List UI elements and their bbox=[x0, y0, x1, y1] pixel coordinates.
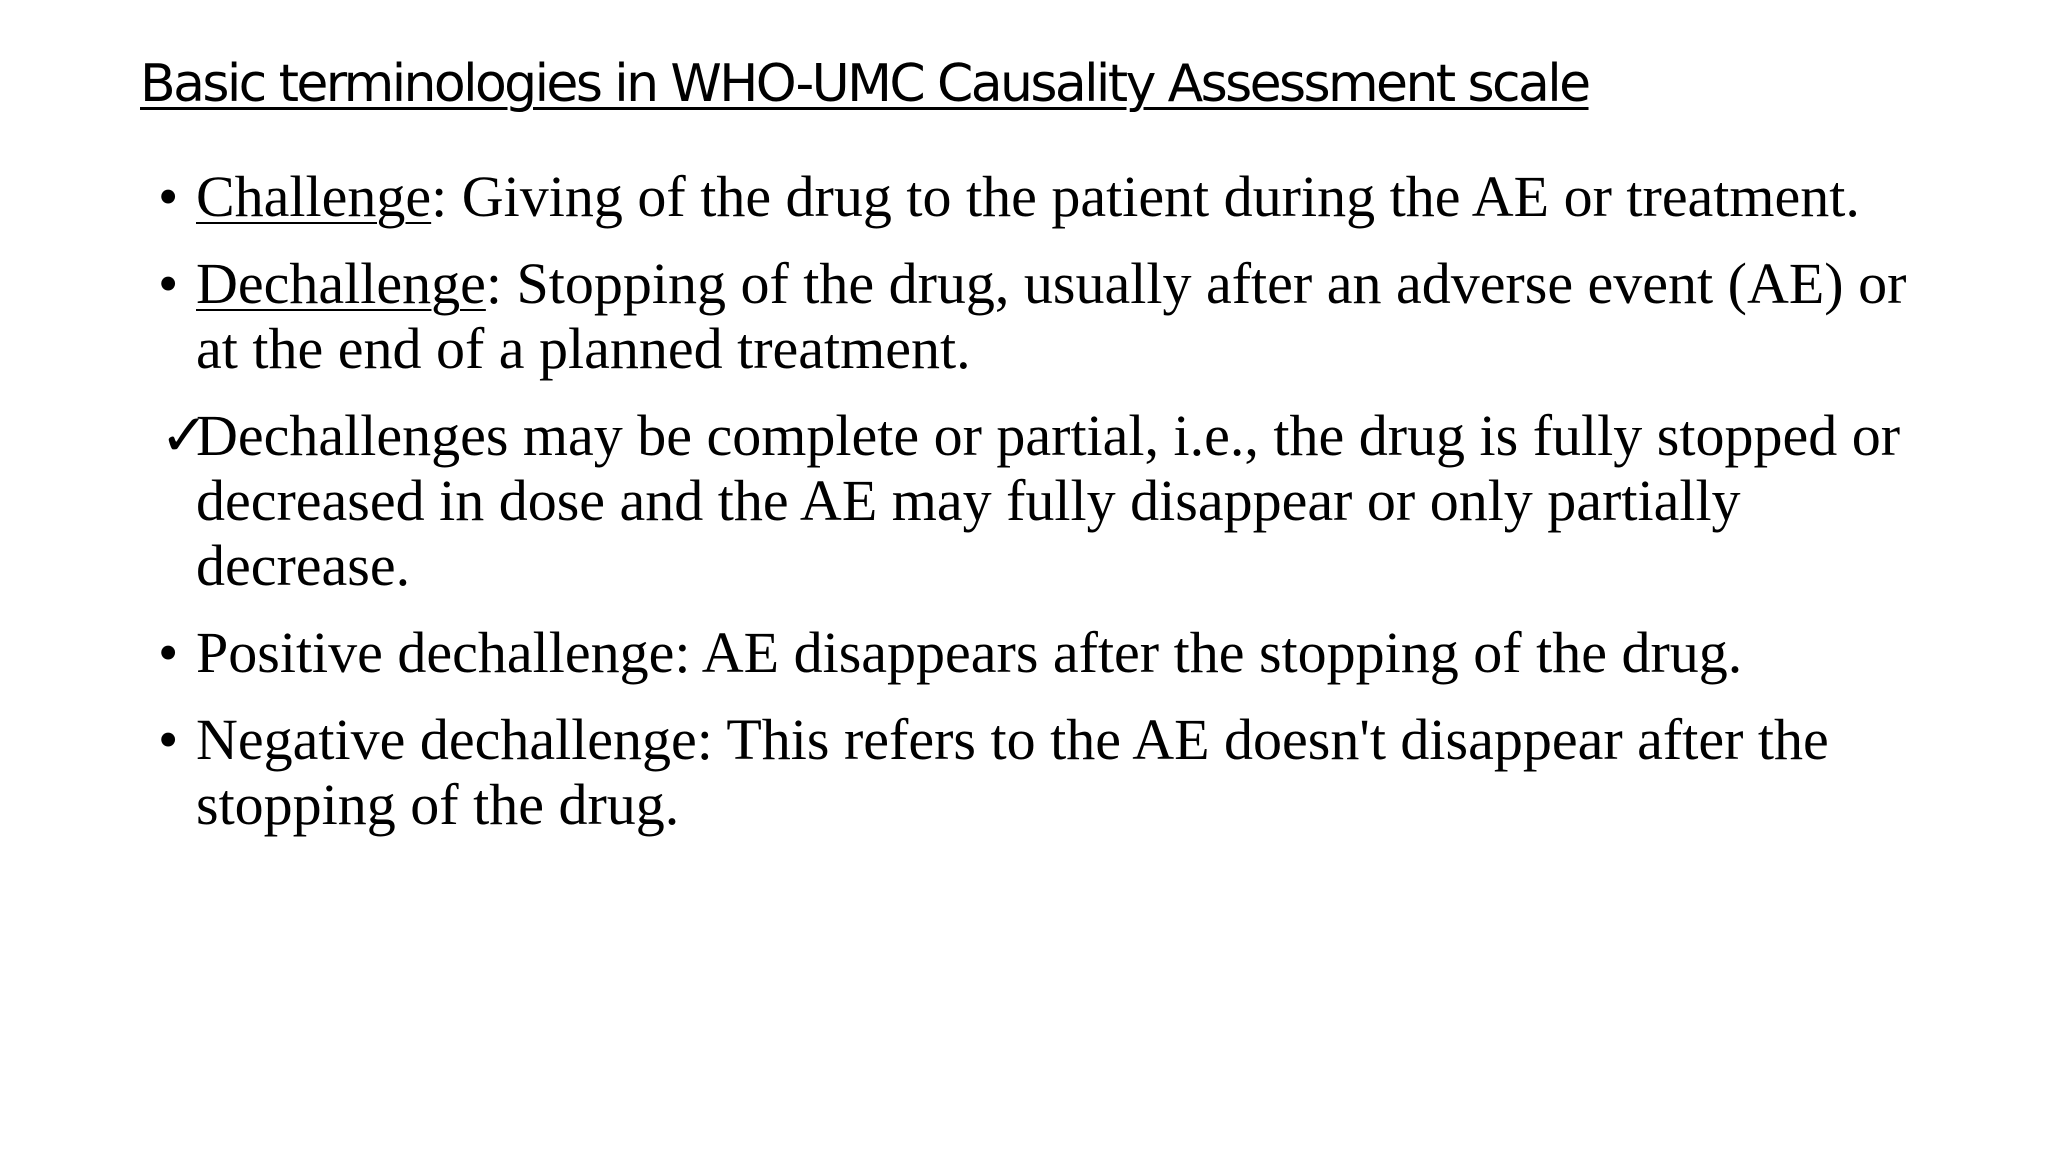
slide-title: Basic terminologies in WHO-UMC Causality Assessment scale bbox=[140, 54, 1589, 114]
checkmark-icon: ✓ bbox=[160, 403, 209, 468]
bullet-icon: • bbox=[158, 164, 179, 229]
note-text: Dechallenges may be complete or partial, i.e., the drug is fully stopped or decreased in dose and the AE may fully disappear or only partially decrease. bbox=[196, 403, 1901, 598]
bullet-icon: • bbox=[158, 620, 179, 685]
list-item-dechallenge-note bbox=[158, 403, 1918, 598]
list-item-positive-dechallenge bbox=[158, 620, 1918, 685]
bullet-icon: • bbox=[158, 707, 179, 772]
term-dechallenge: Dechallenge bbox=[196, 251, 486, 316]
definition-text: Negative dechallenge: This refers to the AE doesn't disappear after the stopping of the drug. bbox=[196, 707, 1829, 837]
bullet-list bbox=[158, 164, 1918, 859]
definition-text: : Giving of the drug to the patient during the AE or treatment. bbox=[431, 164, 1860, 229]
definition-text: : Stopping of the drug, usually after an adverse event (AE) or at the end of a planned treatment. bbox=[196, 251, 1907, 381]
bullet-icon: • bbox=[158, 251, 179, 316]
list-item-challenge bbox=[158, 164, 1918, 229]
definition-text: Positive dechallenge: AE disappears after the stopping of the drug. bbox=[196, 620, 1743, 685]
list-item-dechallenge bbox=[158, 251, 1918, 381]
list-item-negative-dechallenge bbox=[158, 707, 1918, 837]
term-challenge: Challenge bbox=[196, 164, 432, 229]
